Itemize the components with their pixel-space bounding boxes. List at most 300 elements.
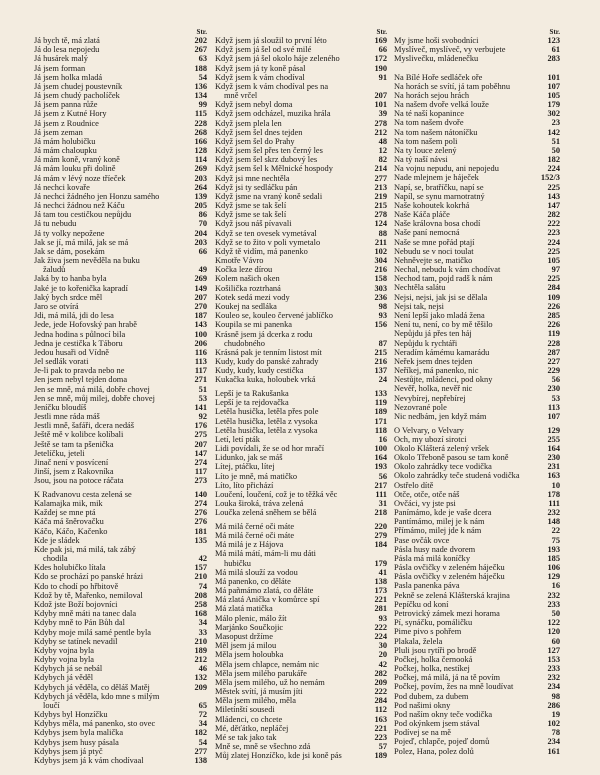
entry-title: Nebudu se v noci toulat	[394, 246, 474, 256]
index-entry	[34, 284, 207, 293]
entry-page-number: 169	[374, 36, 387, 45]
entry-title: Když jsem šel k Mělnické hospody	[215, 164, 333, 174]
entry-page-number: 227	[547, 356, 560, 366]
entry-page-number: 123	[547, 36, 560, 45]
entry-page-number: 107	[547, 81, 560, 91]
index-entry	[215, 444, 387, 453]
index-entry	[215, 604, 387, 613]
entry-title: Jen jsem nebyl tejden doma	[34, 375, 128, 385]
index-entry	[34, 210, 207, 219]
entry-page-number: 100	[374, 444, 387, 454]
entry-title: Není tu, není, co by mě těšilo	[394, 320, 493, 330]
entry-page-number: 115	[194, 109, 207, 119]
entry-page-number: 116	[194, 347, 207, 357]
index-entry	[394, 591, 560, 600]
entry-page-number: 34	[198, 719, 207, 729]
entry-page-number: 163	[547, 471, 560, 481]
index-entry	[215, 238, 387, 247]
entry-page-number: 19	[551, 709, 560, 719]
entry-title: Jel sedlák vorati	[34, 357, 89, 367]
entry-page-number: 274	[194, 457, 207, 467]
entry-title: Pásla husy nade dvorem	[394, 544, 476, 554]
entry-page-number: 277	[374, 173, 387, 183]
entry-page-number: 74	[198, 581, 207, 591]
entry-page-number: 149	[194, 283, 207, 293]
entry-page-number: 48	[378, 136, 387, 146]
entry-title: Já mám koně, vraný koně	[34, 155, 120, 165]
index-entry	[394, 73, 560, 82]
entry-page-number: 236	[374, 292, 387, 302]
index-entry	[394, 256, 560, 265]
entry-page-number: 122	[547, 618, 560, 628]
index-entry	[394, 357, 560, 366]
index-entry	[215, 641, 387, 650]
entry-title: Pod dubem, za dubem	[394, 691, 469, 701]
entry-page-number: 87	[378, 338, 387, 348]
entry-title: Loučení, loučení, což je to těžká věc	[215, 489, 338, 499]
index-entry	[34, 683, 207, 692]
index-entry	[34, 375, 207, 384]
entry-page-number: 66	[198, 246, 207, 256]
entry-title: Není lepší jako mladá žena	[394, 310, 485, 320]
entry-page-number: 176	[194, 421, 207, 431]
entry-title: Och, my ubozí sirotci	[394, 434, 467, 444]
entry-page-number: 171	[374, 416, 387, 426]
entry-page-number: 215	[374, 347, 387, 357]
entry-title: Na tom našem poli	[394, 136, 458, 146]
entry-title: Loučka zelená sněhem se bělá	[215, 508, 317, 518]
entry-title: Pásla má milá koníčky	[394, 553, 471, 563]
index-entry	[394, 329, 560, 338]
index-entry	[34, 54, 207, 63]
entry-title: Jaro se otvírá	[34, 301, 79, 311]
entry-page-number: 102	[547, 719, 560, 729]
entry-title: Na tom našem nátoníčku	[394, 127, 478, 137]
entry-page-number: 30	[378, 641, 387, 651]
entry-title: Polez, Hana, polez dolů	[394, 746, 474, 756]
index-entry	[34, 582, 207, 591]
index-entry	[394, 600, 560, 609]
entry-page-number: 304	[374, 256, 387, 266]
entry-title: Nechtěla salátu	[394, 283, 446, 293]
entry-page-number: 158	[374, 274, 387, 284]
entry-page-number: 276	[194, 517, 207, 527]
entry-title: chodila	[43, 554, 68, 564]
index-entry	[215, 481, 387, 490]
entry-title: Napí, se, bratříčku, napí se	[394, 182, 484, 192]
entry-title: Kdyby moje milá samé pentle byla	[34, 627, 151, 637]
entry-title: Kudy, kudy, kudy cestička	[215, 366, 304, 376]
entry-title: Ještě mě v kolibce kolíbali	[34, 430, 124, 440]
page-column-header: Str.	[196, 28, 207, 36]
entry-title: Nejsi, nejsi, jak jsi se dělala	[394, 292, 488, 302]
index-entry	[394, 173, 560, 182]
entry-title: Pod naším okny teče vodička	[394, 709, 493, 719]
entry-page-number: 118	[374, 425, 387, 435]
entry-page-number: 101	[374, 100, 387, 110]
index-entry	[394, 627, 560, 636]
entry-page-number: 70	[198, 219, 207, 229]
entry-title: Na tom našem dvoře	[394, 118, 464, 128]
entry-page-number: 225	[547, 246, 560, 256]
entry-page-number: 221	[374, 595, 387, 605]
entry-page-number: 228	[194, 118, 207, 128]
entry-page-number: 172	[374, 54, 387, 64]
entry-title: My jsme hoši svobodníci	[394, 36, 479, 45]
index-entry	[394, 435, 560, 444]
entry-title: Kmotře Vávro	[215, 256, 264, 266]
entry-page-number: 230	[547, 453, 560, 463]
entry-page-number: 23	[551, 118, 560, 128]
entry-page-number: 258	[194, 599, 207, 609]
entry-page-number: 224	[547, 164, 560, 174]
index-entry	[34, 183, 207, 192]
index-entry	[34, 609, 207, 618]
index-entry	[34, 646, 207, 655]
entry-page-number: 303	[374, 283, 387, 293]
entry-page-number: 173	[374, 586, 387, 596]
index-entry	[394, 545, 560, 554]
entry-title: Myslíveč, myslíveč, vy verbujete	[394, 45, 506, 55]
entry-title: Lidunko, jak se máš	[215, 453, 283, 463]
entry-page-number: 147	[547, 200, 560, 210]
index-entry	[34, 330, 207, 339]
entry-title: Káčo, Káčo, Kačenko	[34, 526, 108, 536]
index-entry	[34, 664, 207, 673]
index-entry	[34, 302, 207, 311]
entry-page-number: 222	[374, 687, 387, 697]
index-entry	[34, 458, 207, 467]
entry-page-number: 232	[547, 673, 560, 683]
entry-page-number: 112	[374, 705, 387, 715]
entry-title: Kdybys byl Honzíčku	[34, 710, 108, 720]
entry-page-number: 75	[551, 535, 560, 545]
index-entry	[394, 137, 560, 146]
index-entry	[394, 747, 560, 756]
entry-page-number: 102	[374, 246, 387, 256]
entry-page-number: 138	[374, 576, 387, 586]
entry-page-number: 137	[374, 366, 387, 376]
entry-title: Když jsem k vám chodíval	[215, 72, 305, 82]
entry-title: Kolem našich oken	[215, 274, 280, 284]
index-entry	[394, 462, 560, 471]
entry-title: Lepší je ta rejdovačka	[215, 398, 289, 408]
entry-title: Líto, líto přichází	[215, 480, 274, 490]
index-entry	[34, 192, 207, 201]
entry-page-number: 271	[194, 375, 207, 385]
entry-page-number: 218	[374, 508, 387, 518]
entry-title: Na ty louce zelený	[394, 145, 457, 155]
entry-title: Na horách sejou hrách	[394, 90, 470, 100]
entry-title: Podívej se na mě	[394, 728, 451, 738]
entry-title: Líto je mně, má matičko	[215, 471, 298, 481]
entry-page-number: 166	[194, 136, 207, 146]
index-entry	[34, 747, 207, 756]
entry-page-number: 255	[547, 434, 560, 444]
entry-title: Já nechci žádného jen Honzu samého	[34, 191, 160, 201]
entry-title: Na horách se svítí, já tam poběhnu	[394, 81, 511, 91]
index-entry	[215, 164, 387, 173]
index-entry	[394, 426, 560, 435]
entry-page-number: 205	[194, 201, 207, 211]
entry-page-number: 223	[374, 732, 387, 742]
index-column-1	[34, 0, 207, 765]
entry-title: Já jsem z Kutné Hory	[34, 109, 107, 119]
entry-title: Koupila se mi panenka	[215, 320, 292, 330]
entry-title: Můj zlatej Honzíčko, kde jsi koně pás	[215, 751, 342, 761]
index-entry	[34, 155, 207, 164]
entry-title: K Radvanovu cesta zelená se	[34, 489, 132, 499]
index-entry	[215, 265, 387, 274]
index-entry	[34, 366, 207, 375]
entry-page-number: 136	[194, 81, 207, 91]
index-entry	[34, 403, 207, 412]
entry-title: Když jsme na vraný koně sedali	[215, 191, 323, 201]
index-entry	[34, 109, 207, 118]
index-entry	[215, 724, 387, 733]
entry-page-number: 222	[374, 622, 387, 632]
entry-page-number: 224	[547, 237, 560, 247]
entry-title: Kouleo se, kouleo červené jablíčko	[215, 311, 333, 321]
entry-title: Nehněvejte se, matičko	[394, 255, 473, 265]
index-entry	[34, 348, 207, 357]
index-entry	[215, 247, 387, 256]
entry-title: Nepůjdu k rychtáři	[394, 338, 458, 348]
index-entry	[394, 82, 560, 91]
index-entry	[34, 508, 207, 517]
index-entry	[394, 183, 560, 192]
entry-page-number: 267	[194, 45, 207, 55]
entry-title: Já jsem chudej poustevník	[34, 81, 123, 91]
index-entry	[215, 435, 387, 444]
entry-page-number: 189	[374, 751, 387, 761]
entry-page-number: 57	[378, 742, 387, 752]
index-entry	[215, 568, 387, 577]
entry-title: Má panenko, co děláte	[215, 576, 291, 586]
entry-title: Pepíčku od koní	[394, 599, 449, 609]
index-entry	[215, 632, 387, 641]
entry-title: Kalamajka mik, mik	[34, 499, 103, 509]
index-entry	[215, 155, 387, 164]
entry-page-number: 269	[194, 164, 207, 174]
entry-page-number: 22	[551, 526, 560, 536]
entry-title: Jinší, jsem z Rakovníka	[34, 467, 114, 477]
index-entry	[34, 146, 207, 155]
entry-page-number: 111	[548, 498, 560, 508]
entry-title: Počkej, povím, žes na mně loudívat	[394, 682, 514, 692]
entry-title: Městek svítí, já musím jíti	[215, 687, 303, 697]
entry-page-number: 203	[194, 173, 207, 183]
index-entry	[34, 527, 207, 536]
entry-title: Mně se, mně se všechno zdá	[215, 742, 311, 752]
index-entry	[34, 710, 207, 719]
index-entry	[394, 673, 560, 682]
index-entry	[394, 91, 560, 100]
index-entry	[215, 389, 387, 398]
entry-title: Napíl, se synu marnotratný	[394, 191, 485, 201]
entry-page-number: 284	[547, 283, 560, 293]
entry-page-number: 143	[547, 191, 560, 201]
entry-title: Kdybys jsem já k vám chodívaal	[34, 755, 144, 765]
entry-title: Pod okýnkem jsem stával	[394, 719, 480, 729]
entry-page-number: 16	[378, 434, 387, 444]
index-entry	[394, 728, 560, 737]
index-entry	[215, 751, 387, 760]
index-entry	[215, 320, 387, 329]
index-entry	[215, 417, 387, 426]
entry-page-number: 41	[378, 567, 387, 577]
index-entry	[394, 384, 560, 393]
index-entry	[34, 137, 207, 146]
entry-page-number: 217	[374, 480, 387, 490]
entry-page-number: 185	[547, 553, 560, 563]
entry-title: Měla jsem milého, měla	[215, 696, 296, 706]
entry-page-number: 222	[547, 219, 560, 229]
entry-page-number: 82	[378, 155, 387, 165]
entry-page-number: 156	[374, 320, 387, 330]
index-entry	[394, 719, 560, 728]
entry-page-number: 148	[547, 517, 560, 527]
entry-title: Když jsem šel přes ten černý les	[215, 146, 323, 156]
entry-page-number: 276	[194, 508, 207, 518]
entry-title: Pime pivo s pohřem	[394, 627, 462, 637]
index-entry	[215, 357, 387, 366]
entry-page-number: 53	[198, 393, 207, 403]
entry-page-number: 147	[194, 448, 207, 458]
entry-title: Když jsou náš pívavali	[215, 219, 292, 229]
entry-title: Kde je sládek	[34, 535, 80, 545]
entry-title: hubičku	[224, 558, 251, 568]
index-entry	[215, 128, 387, 137]
entry-title: Letěla husička, letěla přes pole	[215, 407, 319, 417]
entry-page-number: 224	[374, 632, 387, 641]
entry-page-number: 50	[551, 608, 560, 618]
index-entry	[34, 490, 207, 499]
index-entry	[215, 284, 387, 293]
entry-title: Přímámo, milej jde k nám	[394, 526, 482, 536]
entry-page-number: 203	[194, 237, 207, 247]
entry-title: Kudy, kudy do panské zahrady	[215, 357, 319, 367]
index-entry	[394, 471, 560, 480]
entry-page-number: 215	[374, 201, 387, 211]
index-entry	[34, 36, 207, 45]
index-entry	[34, 440, 207, 449]
entry-title: Mládenci, co chcete	[215, 714, 283, 724]
index-entry	[34, 499, 207, 508]
entry-title: Když jsme se tak šelí	[215, 201, 287, 211]
entry-page-number: 12	[378, 146, 387, 156]
entry-title: Já jsem panna růže	[34, 100, 98, 110]
index-entry	[394, 682, 560, 691]
entry-title: Nepůjdu já přes ten háj	[394, 329, 472, 339]
index-entry	[215, 293, 387, 302]
index-entry	[215, 559, 387, 568]
entry-title: Nejsi tak, nejsi	[394, 301, 445, 311]
entry-title: Já jsem zeman	[34, 127, 83, 137]
entry-page-number: 20	[378, 650, 387, 660]
entry-title: Neříkej, má panenko, nic	[394, 366, 479, 376]
index-entry	[34, 238, 207, 247]
index-entry	[215, 733, 387, 742]
entry-page-number: 65	[198, 700, 207, 710]
index-entry	[215, 36, 387, 45]
index-entry	[215, 549, 387, 558]
entry-title: Pásla ovčičky v zeleném háječku	[394, 572, 505, 582]
entry-page-number: 273	[194, 476, 207, 486]
index-entry	[394, 563, 560, 572]
index-entry	[215, 508, 387, 517]
index-entry	[34, 45, 207, 54]
entry-page-number: 152/3	[540, 173, 560, 183]
entry-title: Měl jsem já milou	[215, 641, 277, 651]
entry-page-number: 88	[378, 228, 387, 238]
index-entry	[394, 228, 560, 237]
index-entry	[394, 320, 560, 329]
index-entry	[34, 692, 207, 701]
index-entry	[215, 375, 387, 384]
index-entry	[34, 128, 207, 137]
index-entry	[34, 311, 207, 320]
index-entry	[394, 339, 560, 348]
entry-title: Kdybych já věděla, kdo mne s milým	[34, 691, 160, 701]
entry-page-number: 120	[547, 627, 560, 637]
entry-title: Jak se dám, posekám	[34, 246, 105, 256]
index-entry	[215, 715, 387, 724]
entry-title: Okolo zahrádky tece vodička	[394, 462, 492, 472]
entry-title: Jsou, jsou na potoce ráčata	[34, 476, 124, 486]
entry-page-number: 233	[547, 664, 560, 674]
entry-page-number: 184	[374, 540, 387, 550]
index-entry	[215, 687, 387, 696]
entry-title: Když tě vidím, má panenko	[215, 246, 308, 256]
entry-title: Když se to žito v poli vymetalo	[215, 237, 321, 247]
entry-page-number: 98	[551, 691, 560, 701]
index-entry	[215, 274, 387, 283]
entry-page-number: 189	[194, 645, 207, 655]
entry-title: Kdybych já se nebál	[34, 664, 103, 674]
entry-title: Nestůjte, mládenci, pod okny	[394, 375, 493, 385]
index-entry	[34, 293, 207, 302]
entry-title: Ostřelo dítě	[394, 480, 434, 490]
index-entry	[34, 476, 207, 485]
index-entry	[34, 591, 207, 600]
index-entry	[394, 499, 560, 508]
entry-title: Pekně se zelená Klášterská krajina	[394, 590, 510, 600]
index-entry	[394, 655, 560, 664]
entry-page-number: 229	[547, 366, 560, 376]
index-entry	[394, 54, 560, 63]
entry-title: Já jsem chudý pacholíček	[34, 91, 120, 101]
entry-title: Já nechci kovaře	[34, 182, 90, 192]
index-entry	[34, 164, 207, 173]
entry-page-number: 212	[374, 127, 387, 137]
entry-title: Jen se mně, můj milej, dobře chovej	[34, 393, 155, 403]
entry-title: Já jsem z Roudnice	[34, 118, 99, 128]
index-entry	[34, 385, 207, 394]
entry-page-number: 207	[374, 91, 387, 101]
entry-title: Měla jsem milého parukáře	[215, 668, 307, 678]
index-entry	[394, 526, 560, 535]
entry-title: Pantímámo, milej je k nám	[394, 517, 485, 527]
entry-title: Já husárek malý	[34, 54, 88, 64]
entry-page-number: 275	[194, 430, 207, 440]
entry-title: Lítej, ptáčku, lítej	[215, 462, 275, 472]
entry-page-number: 140	[194, 489, 207, 499]
index-entry	[34, 756, 207, 765]
index-entry	[34, 430, 207, 439]
entry-title: Kdybych já věděla, co děláš Matěj	[34, 682, 150, 692]
entry-page-number: 287	[547, 347, 560, 357]
